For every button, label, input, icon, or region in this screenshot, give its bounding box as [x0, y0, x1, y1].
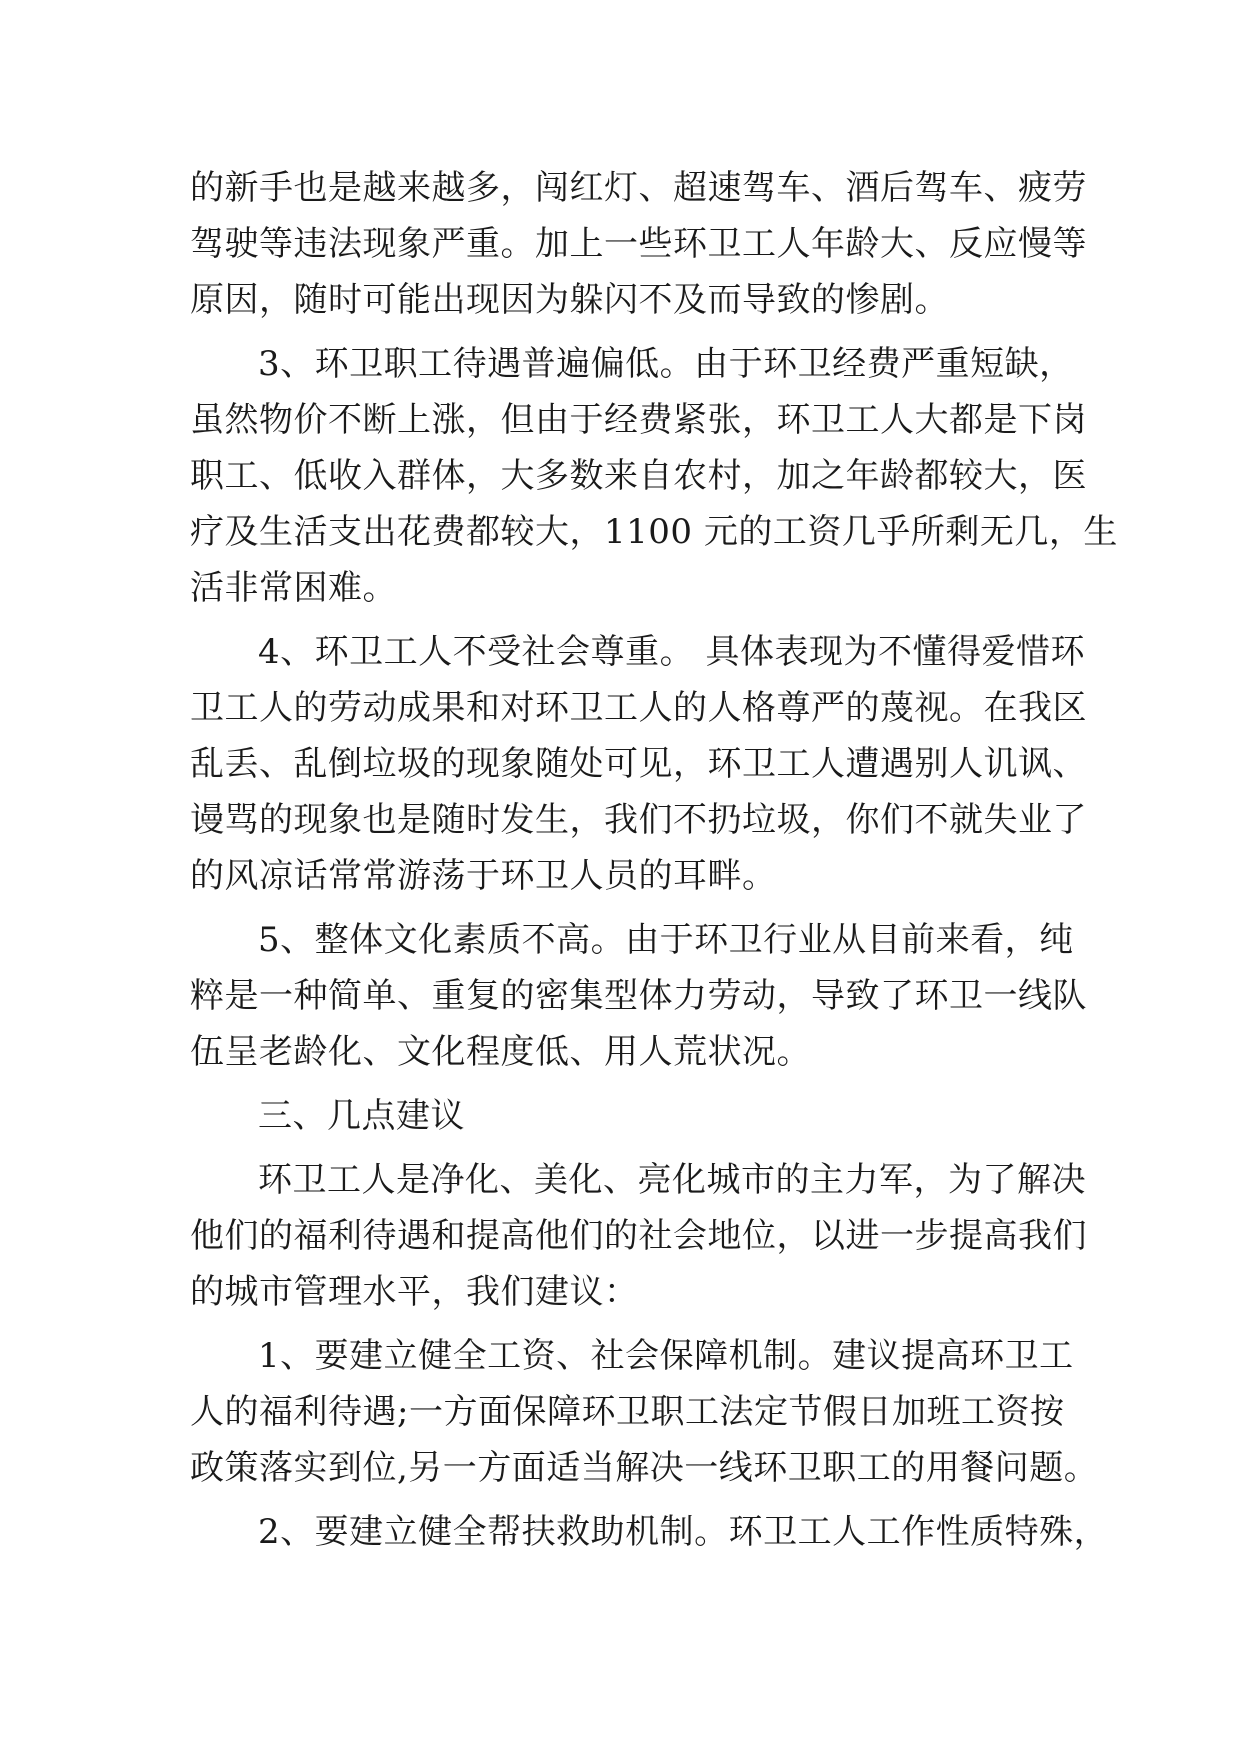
text-line: 虽然物价不断上涨，但由于经费紧张，环卫工人大都是下岗 [190, 400, 1087, 440]
text-line: 的新手也是越来越多，闯红灯、超速驾车、酒后驾车、疲劳 [190, 168, 1087, 208]
text-line: 乱丢、乱倒垃圾的现象随处可见，环卫工人遭遇别人讥讽、 [190, 744, 1087, 784]
text-line: 人的福利待遇;一方面保障环卫职工法定节假日加班工资按 [190, 1392, 1065, 1432]
text-line: 4、环卫工人不受社会尊重。 具体表现为不懂得爱惜环 [258, 632, 1085, 672]
text-line: 5、整体文化素质不高。由于环卫行业从目前来看，纯 [258, 920, 1074, 960]
text-line: 环卫工人是净化、美化、亮化城市的主力军，为了解决 [258, 1160, 1086, 1200]
text-line: 他们的福利待遇和提高他们的社会地位，以进一步提高我们 [190, 1216, 1087, 1256]
text-line: 职工、低收入群体，大多数来自农村，加之年龄都较大，医 [190, 456, 1087, 496]
text-line: 的城市管理水平，我们建议： [190, 1272, 639, 1312]
text-line: 三、几点建议 [258, 1096, 465, 1136]
text-line: 2、要建立健全帮扶救助机制。环卫工人工作性质特殊， [258, 1512, 1109, 1552]
text-line: 疗及生活支出花费都较大，1100 元的工资几乎所剩无几，生 [190, 512, 1118, 552]
text-line: 政策落实到位,另一方面适当解决一线环卫职工的用餐问题。 [190, 1448, 1099, 1488]
text-line: 的风凉话常常游荡于环卫人员的耳畔。 [190, 856, 777, 896]
text-line: 驾驶等违法现象严重。加上一些环卫工人年龄大、反应慢等 [190, 224, 1087, 264]
text-line: 1、要建立健全工资、社会保障机制。建议提高环卫工 [258, 1336, 1074, 1376]
text-line: 活非常困难。 [190, 568, 397, 608]
text-line: 谩骂的现象也是随时发生，我们不扔垃圾，你们不就失业了 [190, 800, 1087, 840]
text-line: 原因，随时可能出现因为躲闪不及而导致的惨剧。 [190, 280, 949, 320]
text-line: 伍呈老龄化、文化程度低、用人荒状况。 [190, 1032, 811, 1072]
document-body [190, 160, 1118, 1560]
text-line: 卫工人的劳动成果和对环卫工人的人格尊严的蔑视。在我区 [190, 688, 1087, 728]
text-line: 3、环卫职工待遇普遍偏低。由于环卫经费严重短缺， [258, 344, 1074, 384]
text-line: 粹是一种简单、重复的密集型体力劳动，导致了环卫一线队 [190, 976, 1087, 1016]
